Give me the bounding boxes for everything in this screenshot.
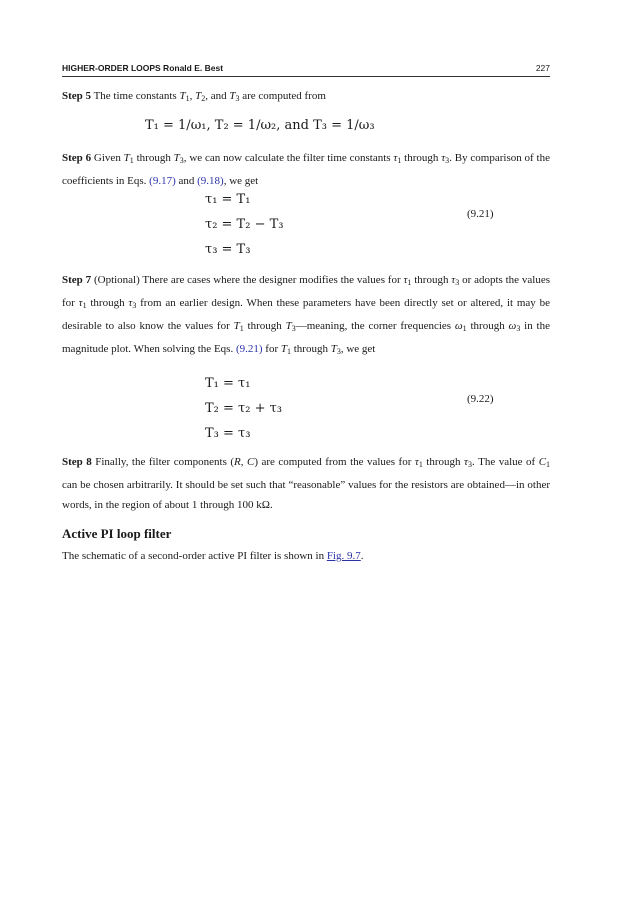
fig-ref-9-7[interactable]: Fig. 9.7 [326,550,361,562]
eq921-line2: τ₂ = T₂ − T₃ [205,217,284,232]
eq921-line1: τ₁ = T₁ [205,192,251,207]
step8-text-b: ) are computed from the values for [254,456,415,468]
step8-label: Step 8 [62,456,92,468]
step7-text-f: through [243,320,286,332]
eq-ref-9-18[interactable]: (9.18) [197,175,224,187]
book-title: HIGHER-ORDER LOOPS Ronald E. Best [62,63,224,73]
step5-paragraph: Step 5 The time constants $T_1$, $T_2$, and $T_3$ are computed from [62,90,326,103]
section-text-a: The schematic of a second-order active PI filter is shown in [62,550,327,562]
section-text-b: . [360,550,364,562]
step6-text-c: , we can now calculate the filter time constants [183,152,394,164]
step6-text-e: . By comparison of the coefficients in Eqs. [62,152,550,187]
section-paragraph [62,546,550,566]
eq922-line3: T₃ = τ₃ [205,426,251,441]
header-rule [62,76,550,77]
step5-equation: T₁ = 1/ω₁, T₂ = 1/ω₂, and T₃ = 1/ω₃ [145,118,375,133]
step8-text-c: through [422,456,464,468]
step7-text-i: in the magnitude plot. When solving the Eqs. [62,320,550,355]
step6-text-f: , we get [223,175,259,187]
step8-text-e: can be chosen arbitrarily. It should be set such that “reasonable” values for the resistors are obtained—in other words, in the region of about 1 through 100 kΩ. [62,479,550,511]
step7-text-g: —meaning, the corner frequencies [295,320,455,332]
eq921-line3: τ₃ = T₃ [205,242,251,257]
step6-text-d: through [401,152,442,164]
step7-text-l: , we get [340,343,376,355]
step7-text-k: through [290,343,331,355]
step6-text-a: Given [91,152,124,164]
step7-paragraph: Step 7 (Optional) There are cases where the designer modifies the values for $\tau_1$ through $\tau_3$ or adopts the values for $\tau_1$ through $\tau_3$ from an earlier design. When these parameters have been directly set or altered, it may be desirable to also know the values for $T_1$ through $T_3—meaning$, the corner frequencies $\omega_1$ through $\omega_3$ in the magnitude plot. When solving the Eqs. (9.21) for $T_1$ through $T_3$, we get [62,274,550,356]
step8-text-a: Finally, the filter components ( [91,456,234,468]
step7-text-d: through [86,297,129,309]
step6-and: and [175,175,198,187]
step6-paragraph: Step 6 Given $T_1$ through $T_3$, we can now calculate the filter time constants $\tau_1$ through $\tau_3$. By comparison of the coefficients in Eqs. (9.17) and (9.18), we get [62,152,550,187]
step7-text-b: through [411,274,452,286]
eq-ref-9-21[interactable]: (9.21) [235,343,263,355]
eq922-line1: T₁ = τ₁ [205,376,251,391]
step5-text-end: are computed from [239,90,326,102]
step7-text-c: or adopts the values for [62,274,550,309]
step7-text-h: through [466,320,509,332]
step8-text-d: . The value of [471,456,539,468]
step7-label: Step 7 [62,274,92,286]
eq921-number: (9.21) [467,208,494,220]
step6-text-b: through [133,152,174,164]
step7-text-a: (Optional) There are cases where the designer modifies the values for [91,274,404,286]
step5-label: Step 5 [62,90,92,102]
step6-label: Step 6 [62,152,92,164]
eq922-line2: T₂ = τ₂ + τ₃ [205,401,283,416]
step7-text-e: from an earlier design. When these parameters have been directly set or altered, it may be desirable to also know the values for [62,297,550,332]
eq922-number: (9.22) [467,393,494,405]
step7-text-j: for [262,343,281,355]
eq-ref-9-17[interactable]: (9.17) [149,175,176,187]
page-number: 227 [535,63,550,73]
section-heading: Active PI loop filter [62,526,172,541]
step5-text: The time constants [91,90,180,102]
step8-paragraph: Step 8 Finally, the filter components (R, C) are computed from the values for $\tau_1$ through $\tau_3$. The value of $C_1$ can be chosen arbitrarily. It should be set such that “reasonable” values for the resistors are obtained—in other words, in the region of about 1 through 100 kΩ. [62,456,551,511]
